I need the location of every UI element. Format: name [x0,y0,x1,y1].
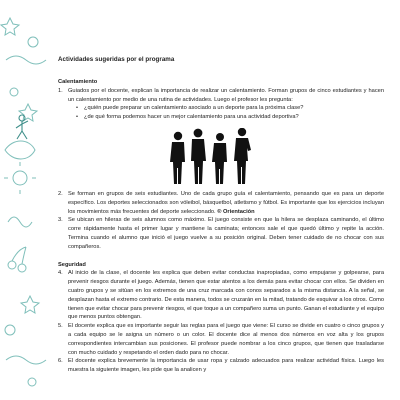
question-item [76,104,384,113]
students-illustration [58,124,384,188]
question-item [76,113,384,122]
orientation-note: ® Orientación [217,208,255,215]
item-text: Al inicio de la clase, el docente les explica que deben evitar conductas inapropiadas, como empujarse y golpearse, para prevenir riesgos durante el juego. Además, tienen que estar atentos a los demás para evitar chocar con ellos. Se dividen en cuatro grupos y se sitúan en los extremos de una cruz marcada con conos separados a la misma distancia. A la señal, se desplazan hasta el extremo contrario. De esta manera, todos se cruzarán en la mitad, tratando de esquivar a los otros. Como tienen que evitar chocar para prevenir riesgos, el que toque a un compañero suma un punto. Ganan el estudiante y el equipo que menos puntos obtengan. [68,270,384,321]
silhouettes-image [166,128,256,186]
runner-head [19,115,25,121]
swirl-icon [8,217,32,227]
activity-item-2 [58,190,384,216]
activity-item-1 [58,87,384,105]
runner-icon [16,121,28,139]
page-title: Actividades sugeridas por el programa [58,56,175,63]
decorative-doodles [0,0,48,400]
dot-doodle [10,88,18,96]
question-text: ¿quién puede preparar un calentamiento asociado a un deporte para la próxima clase? [84,105,304,112]
item-text: El docente explica que es importante seguir las reglas para el juego que viene: El curso se divide en cuatro o cinco grupos y a cada equipo se le asigna un número o un color. El docente dice al menos dos números en voz alta y los grupos correspondientes intercambian sus posiciones. El profesor puede nombrar a los cinco grupos, que tienen que trasladarse con mucho cuidado y respetando el orden dado para no chocar. [68,323,384,356]
item-text: Se forman en grupos de seis estudiantes. Uno de cada grupo guía el calentamiento, pensando que es para un deporte específico. Los deportes seleccionados son vóleibol, básquetbol, atletismo y fútbol. Es importante que los ejercicios incluyan los movimientos más frecuentes del deporte seleccionado. [68,190,384,215]
sun-rays [4,162,36,194]
item-number: 3. [58,217,63,224]
wave-doodle [6,356,46,364]
activity-item-3 [58,216,384,251]
section-spacer [58,252,384,261]
item-number: 2. [58,190,63,197]
activity-item-5 [58,322,384,357]
question-text: ¿de qué forma podemos hacer un mejor calentamiento para una actividad deportiva? [84,114,299,121]
item-text: Se ubican en hileras de seis alumnos como máximo. El juego consiste en que la hilera se desplaza caminando, el último corre rápidamente hasta el primer lugar y mantiene la caminata; entonces sale el que quedó último y repite la acción. Termina cuando el alumno que inició el juego vuelve a su posición original. Deben tener cuidado de no chocar con sus compañeros. [68,217,384,250]
section-heading-seguridad: Seguridad [58,261,86,268]
section-heading-calentamiento: Calentamiento [58,79,98,85]
document-body [58,78,384,375]
item-number: 1. [58,87,63,94]
star-icon [1,18,19,35]
item-number: 6. [58,358,63,365]
bullet-icon: • [76,114,78,121]
item-number: 4. [58,270,63,277]
bullet-icon: • [76,105,78,112]
flower-icon [5,325,15,335]
cherry-icon [8,261,16,269]
wave-doodle [6,56,46,64]
item-text: El docente explica brevemente la importancia de usar ropa y calzado adecuados para realizar actividad física. Luego les muestra la siguiente imagen, les pide que la analicen y [68,358,384,374]
star-icon [19,104,37,121]
dot-doodle [28,378,36,386]
circle-doodle [28,37,38,47]
decorative-border [0,0,48,400]
activity-item-4 [58,269,384,322]
cherry-icon [18,264,26,272]
sun-icon [13,171,27,185]
question-list [76,104,384,122]
activity-item-6 [58,357,384,375]
star-icon [21,296,39,313]
item-number: 5. [58,323,63,330]
item-text: Guiados por el docente, explican la importancia de realizar un calentamiento. Forman grupos de cinco estudiantes y hacen un calentamiento por medio de una rutina de actividades. Luego el profesor les pregunta: [68,87,384,103]
leaf-doodle [5,141,35,159]
